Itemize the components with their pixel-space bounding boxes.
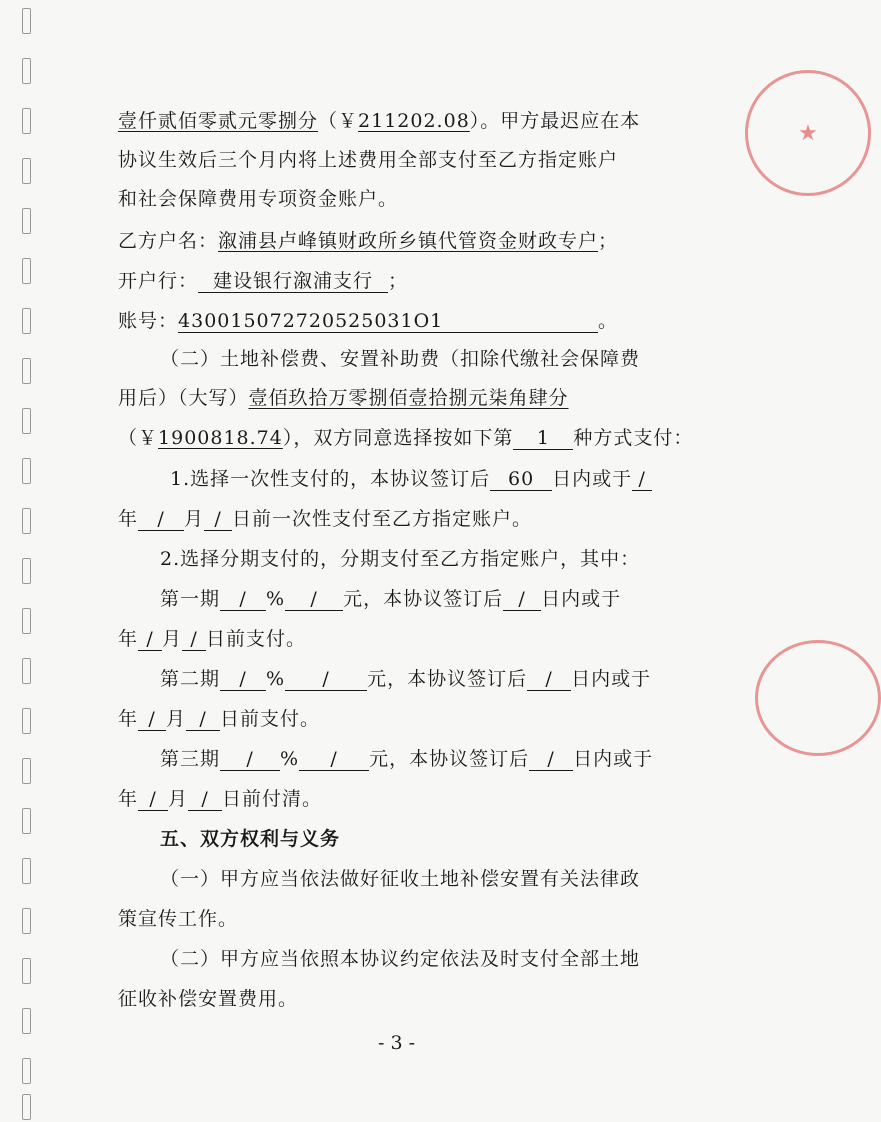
text-line-16: 年 / 月 / 日前支付。 (118, 708, 321, 730)
text-line-1: 壹仟贰佰零贰元零捌分（￥211202.08）。甲方最迟应在本 (118, 110, 641, 132)
text-line-11: 年 / 月 / 日前一次性支付至乙方指定账户。 (118, 508, 533, 530)
text-line-10: 1.选择一次性支付的，本协议签订后 60 日内或于 / (170, 466, 652, 492)
text-line-17: 第三期 / % / 元，本协议签订后 / 日内或于 (160, 748, 654, 770)
text-line-12: 2.选择分期支付的，分期支付至乙方指定账户，其中： (160, 548, 641, 570)
bank-line: 开户行： 建设银行溆浦支行 ； (118, 270, 409, 292)
text-line-15: 第二期 / % / 元，本协议签订后 / 日内或于 (160, 668, 652, 690)
section-heading: 五、双方权利与义务 (160, 828, 341, 850)
account-number-line: 账号：430015072720525031O1 。 (118, 310, 619, 332)
red-seal-middle (755, 640, 881, 756)
binding-holes (0, 0, 48, 1122)
text-line-22: （二）甲方应当依照本协议约定依法及时支付全部土地 (160, 948, 641, 970)
text-line-21: 策宣传工作。 (118, 908, 239, 930)
red-seal-top: ★ (745, 70, 871, 196)
text-line-2: 协议生效后三个月内将上述费用全部支付至乙方指定账户 (118, 149, 619, 171)
text-line-13: 第一期 / % / 元，本协议签订后 / 日内或于 (160, 588, 622, 610)
text-line-3: 和社会保障费用专项资金账户。 (118, 188, 399, 210)
account-name-line: 乙方户名：溆浦县卢峰镇财政所乡镇代管资金财政专户； (118, 230, 619, 252)
text-line-9: （￥1900818.74），双方同意选择按如下第 1 种方式支付： (118, 427, 694, 449)
text-line-8: 用后）（大写）壹佰玖拾万零捌佰壹拾捌元柒角肆分 (118, 387, 569, 409)
text-line-23: 征收补偿安置费用。 (118, 988, 299, 1010)
page-number: - 3 - (377, 1032, 415, 1054)
text-line-20: （一）甲方应当依法做好征收土地补偿安置有关法律政 (160, 868, 641, 890)
text-line-7: （二）土地补偿费、安置补助费（扣除代缴社会保障费 (160, 348, 641, 370)
text-line-14: 年 / 月 / 日前支付。 (118, 628, 307, 650)
text-line-18: 年 / 月 / 日前付清。 (118, 788, 323, 810)
